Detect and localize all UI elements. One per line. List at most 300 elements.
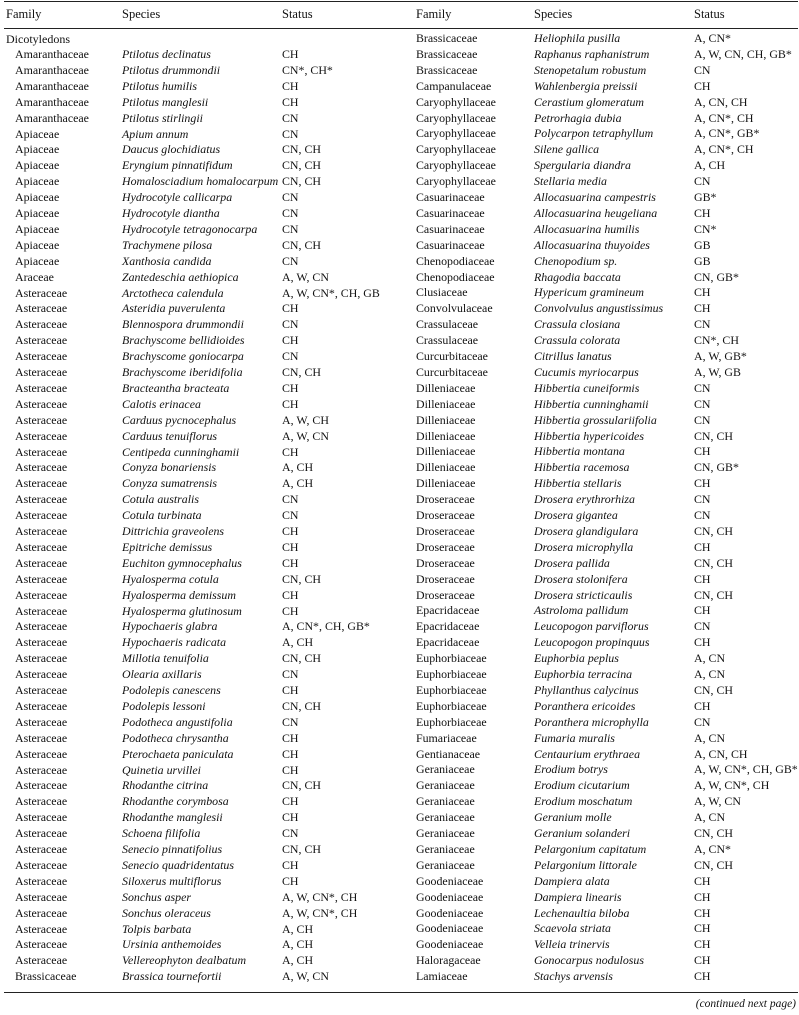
table-row bbox=[0, 158, 799, 174]
species-cell: Euchiton gymnocephalus bbox=[122, 555, 242, 570]
family-cell: Euphorbiaceae bbox=[416, 651, 487, 666]
status-cell: CH bbox=[282, 444, 299, 459]
species-cell: Rhodanthe corymbosa bbox=[122, 794, 229, 809]
species-cell: Pterochaeta paniculata bbox=[122, 746, 234, 761]
family-cell: Brassicaceae bbox=[15, 969, 77, 984]
family-cell: Apiaceae bbox=[15, 174, 60, 189]
family-cell: Asteraceae bbox=[15, 857, 68, 872]
status-cell: CN bbox=[694, 380, 711, 395]
status-cell: CH bbox=[694, 571, 711, 586]
table-row bbox=[0, 190, 799, 206]
family-cell: Asteraceae bbox=[15, 810, 68, 825]
table-row bbox=[0, 699, 799, 715]
status-cell: CN bbox=[282, 126, 299, 141]
species-cell: Stellaria media bbox=[534, 174, 607, 189]
species-cell: Hibbertia montana bbox=[534, 444, 625, 459]
status-cell: CH bbox=[694, 603, 711, 618]
status-cell: CH bbox=[282, 603, 299, 618]
species-cell: Arctotheca calendula bbox=[122, 285, 224, 300]
table-row bbox=[0, 953, 799, 969]
status-cell: A, W, CN bbox=[282, 969, 329, 984]
family-cell: Asteraceae bbox=[15, 619, 68, 634]
family-cell: Caryophyllaceae bbox=[416, 126, 496, 141]
family-cell: Asteraceae bbox=[15, 714, 68, 729]
status-cell: CH bbox=[282, 730, 299, 745]
status-cell: A, CN* bbox=[694, 841, 731, 856]
status-cell: CH bbox=[694, 635, 711, 650]
species-cell: Cotula turbinata bbox=[122, 508, 202, 523]
species-cell: Tolpis barbata bbox=[122, 921, 192, 936]
family-cell: Apiaceae bbox=[15, 190, 60, 205]
species-cell: Brachyscome iberidifolia bbox=[122, 365, 243, 379]
left-family-header: Family bbox=[6, 7, 42, 21]
family-cell: Asteraceae bbox=[15, 444, 68, 459]
family-cell: Casuarinaceae bbox=[416, 221, 485, 236]
status-cell: CN, GB* bbox=[694, 460, 739, 475]
status-cell: A, W, CN*, CH, GB bbox=[282, 285, 380, 300]
status-cell: CN bbox=[694, 492, 711, 507]
status-cell: CN bbox=[282, 110, 299, 125]
table-row bbox=[0, 508, 799, 524]
family-cell: Convolvulaceae bbox=[416, 301, 493, 316]
status-cell: CN, CH bbox=[282, 778, 321, 793]
species-cell: Poranthera microphylla bbox=[534, 714, 649, 729]
species-cell: Fumaria muralis bbox=[534, 730, 615, 745]
species-cell: Brachyscome bellidioides bbox=[122, 333, 245, 348]
family-cell: Caryophyllaceae bbox=[416, 158, 496, 173]
species-cell: Trachymene pilosa bbox=[122, 237, 213, 252]
status-cell: CN bbox=[694, 62, 711, 77]
table-row bbox=[0, 174, 799, 190]
species-cell: Sonchus asper bbox=[122, 889, 192, 904]
family-cell: Caryophyllaceae bbox=[416, 142, 496, 157]
species-cell: Hibbertia racemosa bbox=[534, 460, 630, 475]
species-cell: Allocasuarina heugeliana bbox=[534, 205, 658, 220]
species-cell: Hypochaeris radicata bbox=[122, 635, 227, 650]
table-row bbox=[0, 206, 799, 222]
species-cell: Scaevola striata bbox=[534, 921, 611, 936]
species-cell: Daucus glochidiatus bbox=[122, 142, 221, 157]
status-cell: A, W, CN bbox=[282, 428, 329, 443]
family-cell: Caryophyllaceae bbox=[416, 110, 496, 125]
table-row bbox=[0, 349, 799, 365]
status-cell: A, CH bbox=[282, 460, 314, 475]
status-cell: GB* bbox=[694, 190, 717, 204]
status-cell: A, CN*, GB* bbox=[694, 126, 760, 141]
table-row bbox=[0, 556, 799, 572]
table-row bbox=[0, 238, 799, 254]
status-cell: A, W, CN, CH, GB* bbox=[694, 46, 792, 61]
species-cell: Hyalosperma demissum bbox=[122, 587, 236, 602]
species-cell: Astroloma pallidum bbox=[534, 603, 629, 618]
family-cell: Brassicaceae bbox=[416, 46, 478, 61]
status-cell: CH bbox=[282, 555, 299, 570]
table-row bbox=[0, 301, 799, 317]
status-cell: A, CN, CH bbox=[694, 94, 748, 109]
status-cell: CH bbox=[694, 78, 711, 93]
status-cell: CN bbox=[282, 349, 299, 364]
family-cell: Apiaceae bbox=[15, 126, 60, 141]
family-cell: Apiaceae bbox=[15, 237, 60, 252]
species-cell: Hypochaeris glabra bbox=[122, 619, 218, 634]
status-cell: CH bbox=[694, 953, 711, 968]
species-cell: Epitriche demissus bbox=[122, 539, 213, 554]
table-row bbox=[0, 667, 799, 683]
species-cell: Stachys arvensis bbox=[534, 969, 613, 984]
status-cell: CN bbox=[282, 253, 299, 268]
left-species-header: Species bbox=[122, 7, 161, 21]
species-cell: Raphanus raphanistrum bbox=[534, 46, 650, 61]
family-cell: Droseraceae bbox=[416, 523, 475, 538]
species-cell: Hibbertia stellaris bbox=[534, 476, 622, 491]
family-cell: Asteraceae bbox=[15, 333, 68, 348]
family-cell: Euphorbiaceae bbox=[416, 698, 487, 713]
family-cell: Geraniaceae bbox=[416, 762, 475, 777]
species-cell: Blennospora drummondii bbox=[122, 317, 244, 332]
status-cell: CN* bbox=[694, 221, 717, 236]
family-cell: Dilleniaceae bbox=[416, 444, 476, 459]
table-row bbox=[0, 874, 799, 890]
species-cell: Silene gallica bbox=[534, 142, 600, 157]
family-cell: Asteraceae bbox=[15, 698, 68, 713]
status-cell: CN bbox=[694, 396, 711, 411]
status-cell: CN, CH bbox=[282, 698, 321, 713]
species-cell: Hyalosperma glutinosum bbox=[122, 603, 242, 618]
status-cell: A, W, CN*, CH, GB* bbox=[694, 762, 798, 777]
table-row bbox=[0, 492, 799, 508]
family-cell: Asteraceae bbox=[15, 539, 68, 554]
species-cell: Crassula closiana bbox=[534, 317, 621, 332]
species-cell: Centaurium erythraea bbox=[534, 746, 641, 761]
family-cell: Asteraceae bbox=[15, 317, 68, 332]
species-cell: Allocasuarina humilis bbox=[534, 221, 640, 236]
species-cell: Rhodanthe manglesii bbox=[122, 810, 223, 825]
family-cell: Asteraceae bbox=[15, 937, 68, 952]
status-cell: CN bbox=[694, 619, 711, 634]
table-row bbox=[0, 969, 799, 985]
status-cell: A, CN bbox=[694, 667, 726, 681]
family-cell: Crassulaceae bbox=[416, 333, 479, 348]
status-cell: CH bbox=[282, 539, 299, 554]
species-cell: Leucopogon propinquus bbox=[534, 635, 650, 650]
status-cell: A, W, GB bbox=[694, 364, 741, 379]
family-cell: Asteraceae bbox=[15, 476, 68, 491]
table-row bbox=[0, 858, 799, 874]
status-cell: CH bbox=[282, 794, 299, 809]
family-cell: Droseraceae bbox=[416, 587, 475, 602]
table-row bbox=[0, 572, 799, 588]
table-row bbox=[0, 603, 799, 619]
status-cell: A, W, CH bbox=[282, 412, 329, 427]
family-cell: Asteraceae bbox=[15, 842, 68, 856]
species-cell: Ptilotus stirlingii bbox=[122, 110, 203, 125]
table-row bbox=[0, 317, 799, 333]
family-cell: Dilleniaceae bbox=[416, 396, 476, 411]
status-cell: CH bbox=[694, 969, 711, 984]
family-cell: Goodeniaceae bbox=[416, 873, 484, 888]
status-cell: CH bbox=[282, 78, 299, 93]
family-cell: Asteraceae bbox=[15, 905, 68, 920]
status-cell: CN, CH bbox=[282, 142, 321, 157]
status-cell: CN, CH bbox=[694, 826, 733, 840]
table-row bbox=[0, 413, 799, 429]
status-cell: CH bbox=[694, 921, 711, 936]
table-row bbox=[0, 142, 799, 158]
status-cell: CH bbox=[694, 301, 711, 316]
species-cell: Hydrocotyle diantha bbox=[122, 206, 220, 220]
family-cell: Araceae bbox=[15, 269, 54, 284]
table-row bbox=[0, 937, 799, 953]
status-cell: A, W, GB* bbox=[694, 349, 747, 363]
table-row bbox=[0, 126, 799, 142]
family-cell: Asteraceae bbox=[15, 762, 68, 777]
family-cell: Goodeniaceae bbox=[416, 921, 484, 936]
species-cell: Velleia trinervis bbox=[534, 937, 610, 952]
species-cell: Drosera pallida bbox=[534, 555, 610, 570]
status-cell: CN bbox=[282, 190, 299, 205]
table-row bbox=[0, 524, 799, 540]
family-cell: Campanulaceae bbox=[416, 78, 492, 93]
family-cell: Geraniaceae bbox=[416, 826, 475, 840]
table-row bbox=[0, 715, 799, 731]
family-cell: Casuarinaceae bbox=[416, 237, 485, 252]
section-label-dicotyledons: Dicotyledons bbox=[6, 32, 70, 46]
species-cell: Crassula colorata bbox=[534, 333, 621, 348]
table-row bbox=[0, 810, 799, 826]
family-cell: Asteraceae bbox=[15, 508, 68, 523]
status-cell: A, W, CN bbox=[282, 269, 329, 284]
species-cell: Euphorbia peplus bbox=[534, 651, 619, 666]
table-row bbox=[0, 270, 799, 286]
species-cell: Rhagodia baccata bbox=[534, 269, 621, 284]
species-cell: Chenopodium sp. bbox=[534, 253, 618, 268]
status-cell: CN bbox=[282, 508, 299, 523]
species-cell: Hibbertia cunninghamii bbox=[534, 396, 649, 411]
family-cell: Geraniaceae bbox=[416, 841, 475, 856]
family-cell: Asteraceae bbox=[15, 778, 68, 793]
family-cell: Caryophyllaceae bbox=[416, 174, 496, 189]
status-cell: CN, CH bbox=[282, 571, 321, 586]
species-cell: Rhodanthe citrina bbox=[122, 778, 209, 793]
species-cell: Hibbertia hypericoides bbox=[534, 428, 644, 443]
family-cell: Apiaceae bbox=[15, 142, 60, 157]
species-cell: Pelargonium littorale bbox=[534, 857, 637, 872]
status-cell: A, CH bbox=[282, 937, 314, 952]
family-cell: Goodeniaceae bbox=[416, 905, 484, 920]
status-cell: CN bbox=[694, 714, 711, 729]
table-row bbox=[0, 365, 799, 381]
species-cell: Drosera stricticaulis bbox=[534, 587, 633, 602]
species-cell: Dampiera alata bbox=[534, 873, 610, 888]
family-cell: Brassicaceae bbox=[416, 62, 478, 77]
status-cell: CN bbox=[282, 826, 299, 841]
family-cell: Asteraceae bbox=[15, 651, 68, 666]
family-cell: Asteraceae bbox=[15, 460, 68, 475]
status-cell: CN, CH bbox=[694, 857, 733, 872]
status-cell: CH bbox=[694, 205, 711, 220]
species-cell: Asteridia puverulenta bbox=[122, 301, 226, 316]
species-cell: Allocasuarina thuyoides bbox=[534, 237, 650, 252]
status-cell: CN*, CH* bbox=[282, 62, 333, 77]
species-cell: Hydrocotyle callicarpa bbox=[122, 190, 233, 205]
table-row bbox=[0, 222, 799, 238]
family-cell: Dilleniaceae bbox=[416, 428, 476, 443]
family-cell: Apiaceae bbox=[15, 253, 60, 268]
family-cell: Droseraceae bbox=[416, 539, 475, 554]
table-row bbox=[0, 731, 799, 747]
family-cell: Dilleniaceae bbox=[416, 380, 476, 395]
species-cell: Conyza bonariensis bbox=[122, 460, 217, 475]
species-cell: Ptilotus drummondii bbox=[122, 62, 221, 77]
species-cell: Hyalosperma cotula bbox=[122, 571, 219, 586]
family-cell: Asteraceae bbox=[15, 730, 68, 745]
species-cell: Heliophila pusilla bbox=[534, 31, 621, 45]
family-cell: Brassicaceae bbox=[416, 31, 478, 45]
table-row bbox=[0, 429, 799, 445]
family-cell: Chenopodiaceae bbox=[416, 269, 495, 284]
family-cell: Geraniaceae bbox=[416, 857, 475, 872]
family-cell: Asteraceae bbox=[15, 603, 68, 618]
table-row bbox=[0, 111, 799, 127]
family-cell: Geraniaceae bbox=[416, 794, 475, 809]
species-cell: Convolvulus angustissimus bbox=[534, 301, 664, 316]
species-cell: Brachyscome goniocarpa bbox=[122, 349, 244, 364]
table-row bbox=[0, 842, 799, 858]
species-cell: Pelargonium capitatum bbox=[534, 841, 647, 856]
table-row bbox=[0, 333, 799, 349]
species-cell: Calotis erinacea bbox=[122, 396, 201, 411]
status-cell: A, W, CN*, CH bbox=[282, 889, 358, 904]
family-cell: Asteraceae bbox=[15, 412, 68, 427]
status-cell: CN bbox=[694, 412, 711, 427]
species-cell: Leucopogon parviflorus bbox=[534, 619, 649, 634]
species-cell: Allocasuarina campestris bbox=[534, 190, 656, 204]
species-cell: Senecio pinnatifolius bbox=[122, 842, 223, 856]
species-cell: Drosera gigantea bbox=[534, 508, 618, 522]
header-rule bbox=[4, 28, 798, 29]
species-cell: Apium annum bbox=[122, 126, 189, 141]
status-cell: CN bbox=[694, 317, 711, 332]
status-cell: A, CN bbox=[694, 810, 726, 825]
status-cell: CH bbox=[282, 524, 299, 538]
status-cell: CH bbox=[694, 873, 711, 888]
species-cell: Dittrichia graveolens bbox=[122, 524, 225, 538]
family-cell: Chenopodiaceae bbox=[416, 253, 495, 268]
status-cell: CH bbox=[282, 587, 299, 602]
species-cell: Senecio quadridentatus bbox=[122, 857, 234, 872]
status-cell: CN, CH bbox=[282, 237, 321, 252]
family-cell: Asteraceae bbox=[15, 492, 68, 507]
family-cell: Goodeniaceae bbox=[416, 889, 484, 904]
family-cell: Apiaceae bbox=[15, 158, 60, 173]
status-cell: CN, CH bbox=[282, 158, 321, 173]
family-cell: Droseraceae bbox=[416, 492, 475, 507]
species-cell: Bracteantha bracteata bbox=[122, 380, 230, 395]
family-cell: Casuarinaceae bbox=[416, 190, 485, 204]
species-cell: Cotula australis bbox=[122, 492, 199, 507]
status-cell: A, CN* bbox=[694, 31, 731, 45]
table-row bbox=[0, 285, 799, 301]
species-cell: Dampiera linearis bbox=[534, 889, 622, 904]
status-cell: CH bbox=[282, 47, 299, 61]
status-cell: A, W, CN bbox=[694, 794, 741, 809]
family-cell: Asteraceae bbox=[15, 667, 68, 682]
status-cell: CH bbox=[694, 539, 711, 554]
table-row bbox=[0, 79, 799, 95]
family-cell: Asteraceae bbox=[15, 380, 68, 395]
species-cell: Conyza sumatrensis bbox=[122, 476, 218, 491]
family-cell: Asteraceae bbox=[15, 794, 68, 809]
species-cell: Ptilotus manglesii bbox=[122, 94, 209, 109]
species-cell: Erodium moschatum bbox=[534, 794, 633, 809]
table-row bbox=[0, 63, 799, 79]
species-cell: Citrillus lanatus bbox=[534, 349, 612, 363]
species-cell: Poranthera ericoides bbox=[534, 698, 636, 713]
species-cell: Ptilotus declinatus bbox=[122, 47, 211, 61]
status-cell: CH bbox=[282, 857, 299, 872]
species-cell: Centipeda cunninghamii bbox=[122, 444, 240, 459]
status-cell: A, W, CN*, CH bbox=[694, 778, 770, 793]
status-cell: CH bbox=[282, 873, 299, 888]
table-row bbox=[0, 683, 799, 699]
family-cell: Asteraceae bbox=[15, 365, 68, 379]
family-cell: Lamiaceae bbox=[416, 969, 468, 984]
species-cell: Homalosciadium homalocarpum bbox=[122, 174, 279, 189]
right-family-header: Family bbox=[416, 7, 452, 21]
species-cell: Geranium solanderi bbox=[534, 826, 631, 840]
family-cell: Amaranthaceae bbox=[15, 110, 89, 125]
status-cell: CN, CH bbox=[694, 555, 733, 570]
status-cell: CH bbox=[282, 762, 299, 777]
family-cell: Goodeniaceae bbox=[416, 937, 484, 952]
family-cell: Epacridaceae bbox=[416, 635, 480, 650]
status-cell: CN, GB* bbox=[694, 269, 739, 284]
family-cell: Asteraceae bbox=[15, 301, 68, 316]
species-cell: Xanthosia candida bbox=[122, 253, 212, 268]
species-cell: Carduus tenuiflorus bbox=[122, 428, 218, 443]
family-cell: Apiaceae bbox=[15, 206, 60, 220]
status-cell: CH bbox=[694, 476, 711, 491]
species-cell: Eryngium pinnatifidum bbox=[122, 158, 233, 173]
status-cell: CH bbox=[282, 333, 299, 348]
table-row bbox=[0, 31, 799, 47]
status-cell: CH bbox=[282, 380, 299, 395]
table-row bbox=[0, 588, 799, 604]
family-cell: Geraniaceae bbox=[416, 778, 475, 793]
family-cell: Droseraceae bbox=[416, 508, 475, 522]
family-cell: Haloragaceae bbox=[416, 953, 481, 968]
table-row bbox=[0, 747, 799, 763]
continued-note: (continued next page) bbox=[695, 998, 796, 1010]
family-cell: Crassulaceae bbox=[416, 317, 479, 332]
status-cell: CH bbox=[282, 396, 299, 411]
species-cell: Geranium molle bbox=[534, 810, 612, 825]
status-cell: A, CH bbox=[282, 476, 314, 491]
family-cell: Euphorbiaceae bbox=[416, 714, 487, 729]
status-cell: CN, CH bbox=[694, 682, 733, 697]
family-cell: Gentianaceae bbox=[416, 746, 481, 761]
family-cell: Apiaceae bbox=[15, 221, 60, 236]
species-cell: Brassica tournefortii bbox=[122, 969, 222, 984]
status-cell: CN, CH bbox=[694, 587, 733, 602]
table-row bbox=[0, 381, 799, 397]
table-row bbox=[0, 444, 799, 460]
species-cell: Polycarpon tetraphyllum bbox=[534, 126, 654, 141]
family-cell: Clusiaceae bbox=[416, 285, 468, 300]
species-cell: Hypericum gramineum bbox=[534, 285, 644, 300]
family-cell: Curcurbitaceae bbox=[416, 349, 488, 363]
table-row bbox=[0, 397, 799, 413]
